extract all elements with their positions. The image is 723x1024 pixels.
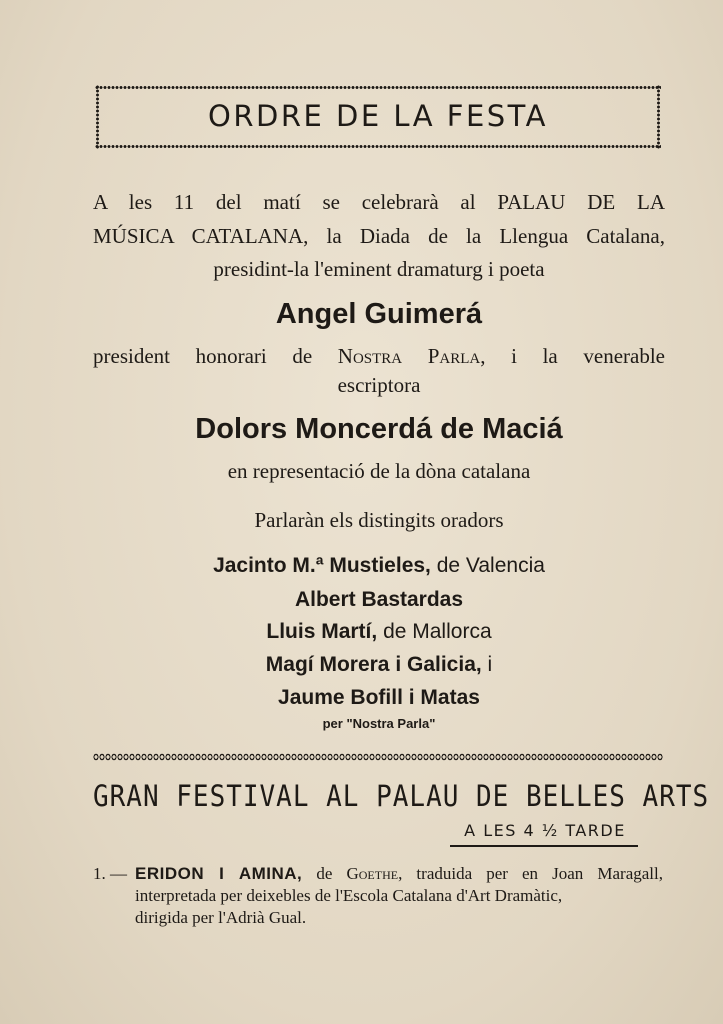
honoree1-role-line-1 bbox=[93, 344, 665, 369]
program-item-text bbox=[135, 864, 663, 928]
program-item-title: ERIDON I AMINA, bbox=[135, 864, 303, 883]
orator-name: Jaume Bofill i Matas bbox=[278, 686, 480, 709]
program-item-text-b: , traduida per en Joan Maragall, bbox=[398, 864, 663, 883]
orator-suffix: de Valencia bbox=[430, 554, 545, 577]
orator-suffix: i bbox=[481, 653, 493, 676]
ornamental-divider bbox=[93, 753, 663, 761]
honoree1-role-line-2: escriptora bbox=[337, 373, 421, 397]
festival-time: A LES 4 ½ TARDE bbox=[464, 821, 626, 840]
dotted-border-top bbox=[95, 85, 661, 90]
orator-item bbox=[93, 686, 665, 710]
orator-name: Magí Morera i Galicia, bbox=[265, 653, 482, 676]
program-item-author: Goethe bbox=[346, 864, 399, 883]
honoree-guimera: Angel Guimerá bbox=[275, 298, 483, 330]
orator-item bbox=[93, 554, 665, 578]
intro-line-2: MÚSICA CATALANA, la Diada de la Llengua Catalana, bbox=[93, 224, 665, 248]
orator-item bbox=[93, 653, 665, 677]
program-item-line-3: dirigida per l'Adrià Gual. bbox=[135, 908, 307, 927]
page-title: ORDRE DE LA FESTA bbox=[208, 99, 548, 133]
dotted-border-bottom bbox=[95, 144, 661, 149]
role-text-a: president honorari de bbox=[93, 344, 338, 368]
intro-line-1: A les 11 del matí se celebrarà al PALAU DE LA bbox=[93, 190, 665, 214]
program-item-text-a: de bbox=[302, 864, 347, 883]
orators-intro: Parlaràn els distingits oradors bbox=[254, 508, 504, 532]
program-item-line-1 bbox=[135, 864, 663, 884]
title-frame bbox=[95, 85, 661, 149]
festival-title: GRAN FESTIVAL AL PALAU DE BELLES ARTS bbox=[93, 780, 710, 814]
orator-name: Jacinto M.ª Mustieles, bbox=[213, 554, 431, 577]
honoree2-role: en representació de la dòna catalana bbox=[227, 459, 531, 483]
role-text-c: , i la venerable bbox=[480, 344, 665, 368]
intro-line-3: presidint-la l'eminent dramaturg i poeta bbox=[213, 257, 545, 281]
orator-name: Lluis Martí, bbox=[266, 620, 378, 643]
orators-note: per "Nostra Parla" bbox=[322, 716, 436, 731]
orator-name: Albert Bastardas bbox=[294, 588, 464, 611]
nostra-parla-name: Nostra Parla bbox=[337, 344, 481, 368]
orator-item bbox=[93, 620, 665, 644]
program-item-line-2: interpretada per deixebles de l'Escola Catalana d'Art Dramàtic, bbox=[135, 886, 563, 905]
orator-suffix: de Mallorca bbox=[377, 620, 492, 643]
program-item-number: 1. — bbox=[93, 864, 127, 883]
time-underline bbox=[450, 845, 638, 847]
orator-item bbox=[93, 588, 665, 612]
honoree-moncerda: Dolors Moncerdá de Maciá bbox=[195, 413, 563, 445]
